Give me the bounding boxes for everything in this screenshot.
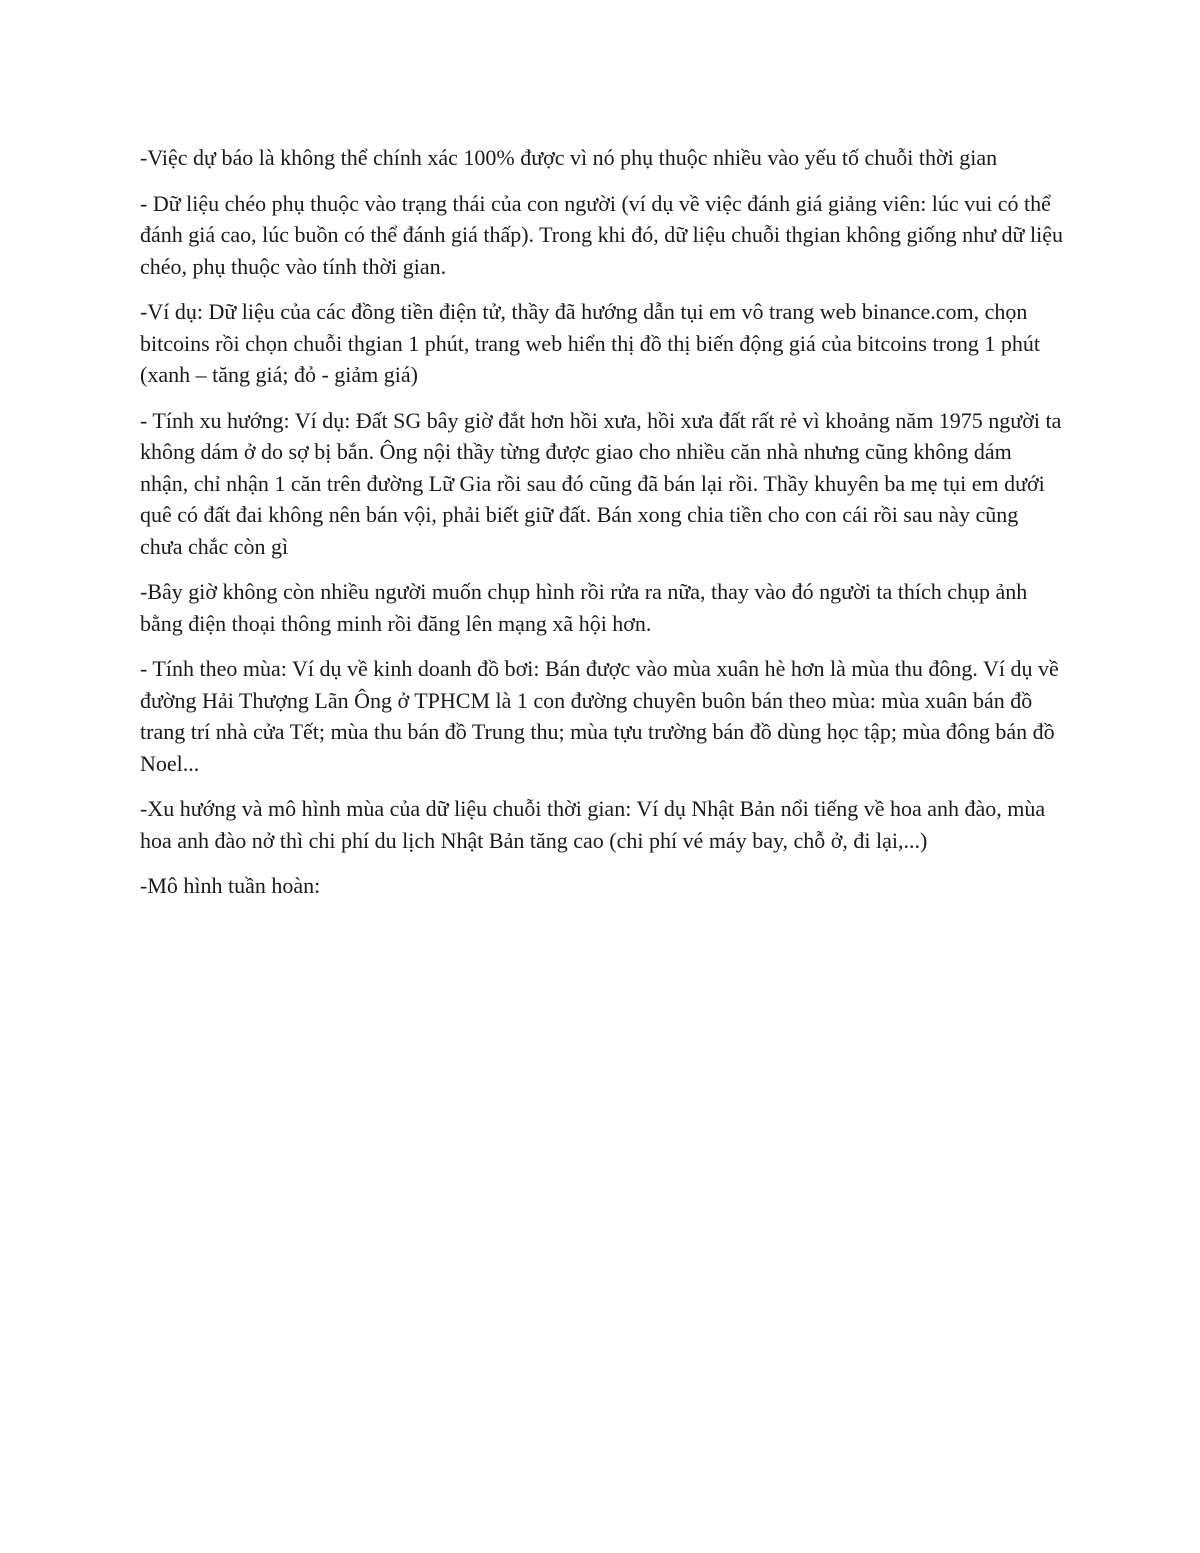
document-body (140, 142, 1065, 916)
paragraph-trend-season-model: -Xu hướng và mô hình mùa của dữ liệu chuỗi thời gian: Ví dụ Nhật Bản nổi tiếng về hoa anh đào, mùa hoa anh đào nở thì chi phí du lịch Nhật Bản tăng cao (chi phí vé máy bay, chỗ ở, đi lại,...) (140, 796, 1046, 853)
paragraph-forecast-accuracy: -Việc dự báo là không thể chính xác 100% được vì nó phụ thuộc nhiều vào yếu tố chuỗi thời gian (140, 145, 998, 170)
paragraph-trend: - Tính xu hướng: Ví dụ: Đất SG bây giờ đắt hơn hồi xưa, hồi xưa đất rất rẻ vì khoảng năm 1975 người ta không dám ở do sợ bị bắn. Ông nội thầy từng được giao cho nhiều căn nhà nhưng cũng không dám nhận, chỉ nhận 1 căn trên đường Lữ Gia rồi sau đó cũng đã bán lại rồi. Thầy khuyên ba mẹ tụi em dưới quê có đất đai không nên bán vội, phải biết giữ đất. Bán xong chia tiền cho con cái rồi sau này cũng chưa chắc còn gì (140, 407, 1062, 559)
paragraph-crypto-example: -Ví dụ: Dữ liệu của các đồng tiền điện tử, thầy đã hướng dẫn tụi em vô trang web binance.com, chọn bitcoins rồi chọn chuỗi thgian 1 phút, trang web hiển thị đồ thị biến động giá của bitcoins trong 1 phút (xanh – tăng giá; đỏ - giảm giá) (140, 299, 1041, 387)
paragraph-cyclical-model: -Mô hình tuần hoàn: (140, 873, 321, 898)
paragraph-cross-sectional-data: - Dữ liệu chéo phụ thuộc vào trạng thái của con người (ví dụ về việc đánh giá giảng viên: lúc vui có thể đánh giá cao, lúc buồn có thể đánh giá thấp). Trong khi đó, dữ liệu chuỗi thgian không giống như dữ liệu chéo, phụ thuộc vào tính thời gian. (140, 190, 1063, 279)
paragraph-photo-example: -Bây giờ không còn nhiều người muốn chụp hình rồi rửa ra nữa, thay vào đó người ta thích chụp ảnh bằng điện thoại thông minh rồi đăng lên mạng xã hội hơn. (140, 579, 1028, 636)
paragraph-seasonality: - Tính theo mùa: Ví dụ về kinh doanh đồ bơi: Bán được vào mùa xuân hè hơn là mùa thu đông. Ví dụ về đường Hải Thượng Lãn Ông ở TPHCM là 1 con đường chuyên buôn bán theo mùa: mùa xuân bán đồ trang trí nhà cửa Tết; mùa thu bán đồ Trung thu; mùa tựu trường bán đồ dùng học tập; mùa đông bán đồ Noel... (140, 656, 1059, 776)
